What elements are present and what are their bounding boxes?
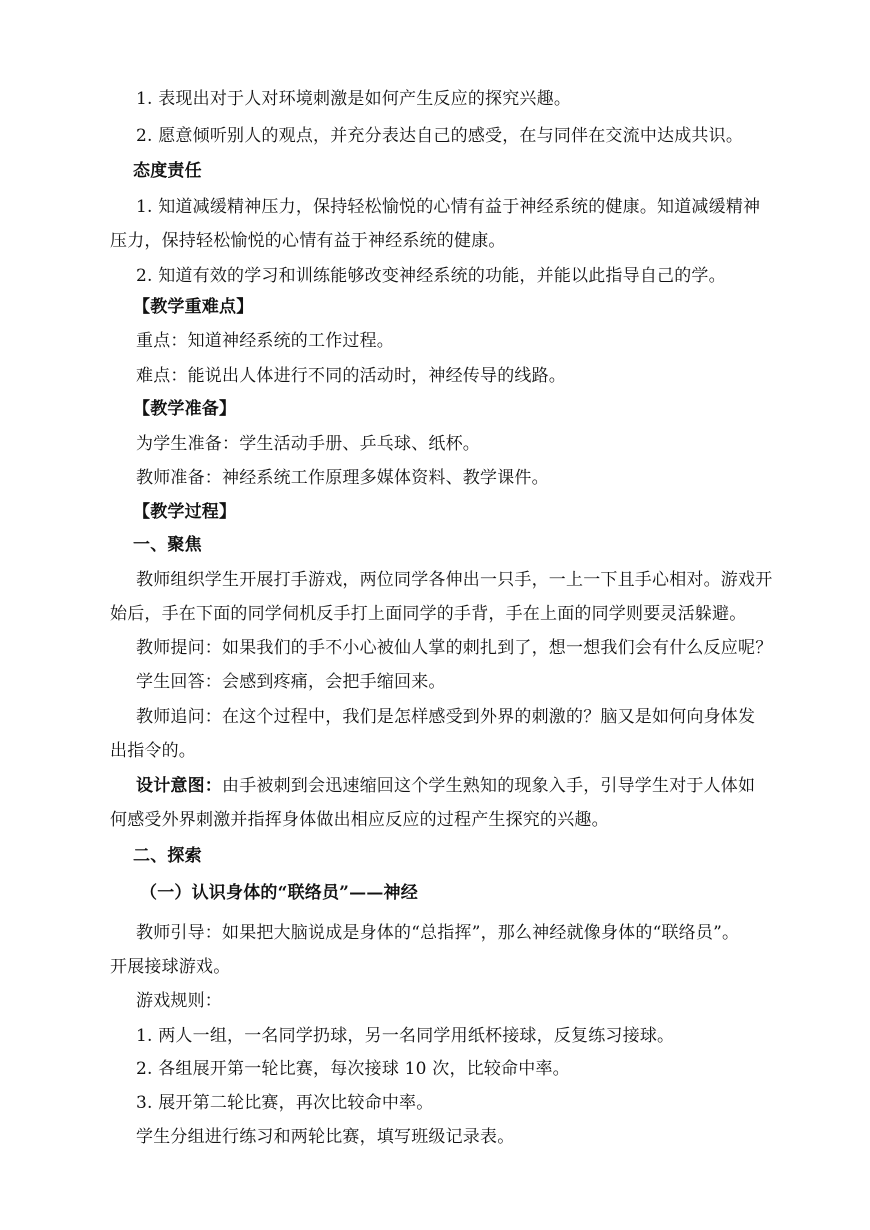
text-line: 教师组织学生开展打手游戏，两位同学各伸出一只手，一上一下且手心相对。游戏开 <box>136 570 773 590</box>
text-line: 难点：能说出人体进行不同的活动时，神经传导的线路。 <box>136 366 566 386</box>
text-line: 学生分组进行练习和两轮比赛，填写班级记录表。 <box>136 1127 515 1147</box>
text-line: 2. 愿意倾听别人的观点，并充分表达自己的感受，在与同伴在交流中达成共识。 <box>136 126 744 146</box>
section-heading: 二、探索 <box>133 846 202 866</box>
text-line: 重点：知道神经系统的工作过程。 <box>136 331 394 351</box>
text-line: 2. 各组展开第一轮比赛，每次接球 10 次，比较命中率。 <box>136 1059 570 1079</box>
section-heading: 态度责任 <box>133 161 202 181</box>
section-heading: 【教学重难点】 <box>133 297 254 317</box>
design-intent-text: 由手被刺到会迅速缩回这个学生熟知的现象入手，引导学生对于人体如 <box>222 776 756 796</box>
text-line: 始后，手在下面的同学伺机反手打上面同学的手背，手在上面的同学则要灵活躲避。 <box>110 604 747 624</box>
text-line: 出指令的。 <box>110 741 196 761</box>
text-line: 1. 表现出对于人对环境刺激是如何产生反应的探究兴趣。 <box>136 89 572 109</box>
section-heading: 【教学准备】 <box>133 399 237 419</box>
text-line: 为学生准备：学生活动手册、乒乓球、纸杯。 <box>136 434 480 454</box>
text-line: 3. 展开第二轮比赛，再次比较命中率。 <box>136 1093 434 1113</box>
section-heading: 一、聚焦 <box>133 535 202 555</box>
text-line: 教师准备：神经系统工作原理多媒体资料、教学课件。 <box>136 468 549 488</box>
design-intent-paragraph <box>136 775 776 797</box>
text-line: 教师提问：如果我们的手不小心被仙人掌的刺扎到了，想一想我们会有什么反应呢？ <box>136 638 773 658</box>
text-line: 开展接球游戏。 <box>110 957 231 977</box>
design-intent-label: 设计意图： <box>136 776 222 796</box>
text-line: 教师引导：如果把大脑说成是身体的“总指挥”，那么神经就像身体的“联络员”。 <box>136 923 740 943</box>
subsection-heading: （一）认识身体的“联络员”——神经 <box>140 883 418 903</box>
text-line: 学生回答：会感到疼痛，会把手缩回来。 <box>136 672 446 692</box>
text-line: 2. 知道有效的学习和训练能够改变神经系统的功能，并能以此指导自己的学。 <box>136 266 726 286</box>
text-line: 何感受外界刺激并指挥身体做出相应反应的过程产生探究的兴趣。 <box>110 810 609 830</box>
text-line: 1. 知道减缓精神压力，保持轻松愉悦的心情有益于神经系统的健康。知道减缓精神 <box>136 197 761 217</box>
text-line: 游戏规则： <box>136 991 222 1011</box>
text-line: 教师追问：在这个过程中，我们是怎样感受到外界的刺激的？脑又是如何向身体发 <box>136 707 756 727</box>
text-line: 压力，保持轻松愉悦的心情有益于神经系统的健康。 <box>110 231 506 251</box>
text-line: 1. 两人一组，一名同学扔球，另一名同学用纸杯接球，反复练习接球。 <box>136 1026 675 1046</box>
section-heading: 【教学过程】 <box>133 502 237 522</box>
